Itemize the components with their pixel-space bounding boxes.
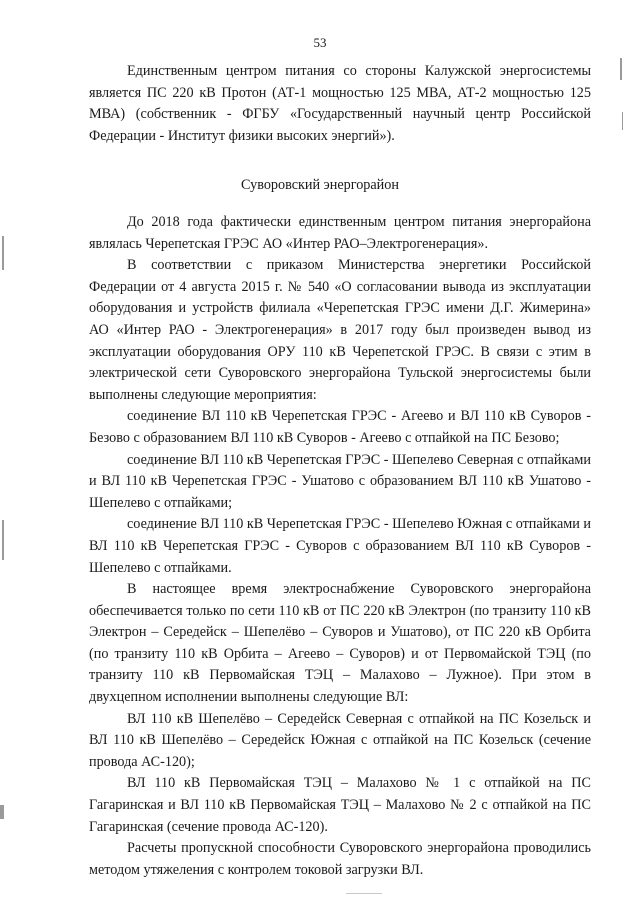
scan-mark	[2, 236, 4, 270]
list-item: соединение ВЛ 110 кВ Черепетская ГРЭС - Агеево и ВЛ 110 кВ Суворов - Безово с образованием ВЛ 110 кВ Суворов - Агеево с отпайкой на ПС Безово;	[89, 408, 591, 446]
paragraph-calculations: Расчеты пропускной способности Суворовского энергорайона проводились методом утяжеления с контролем токовой загрузки ВЛ.	[89, 840, 591, 878]
list-item: ВЛ 110 кВ Шепелёво – Середейск Северная с отпайкой на ПС Козельск и ВЛ 110 кВ Шепелёво – Середейск Южная с отпайкой на ПС Козельск (сечение провода АС-120);	[89, 710, 591, 770]
paragraph-history: До 2018 года фактически единственным центром питания энергорайона являлась Черепетская ГРЭС АО «Интер РАО–Электрогенерация».	[89, 214, 591, 252]
list-item: соединение ВЛ 110 кВ Черепетская ГРЭС - Шепелево Южная с отпайками и ВЛ 110 кВ Черепетская ГРЭС - Суворов с образованием ВЛ 110 кВ Суворов - Шепелево с отпайками.	[89, 516, 591, 576]
intro-block	[89, 61, 591, 147]
scan-mark	[346, 893, 382, 894]
page-number: 53	[313, 35, 327, 50]
paragraph-order: В соответствии с приказом Министерства энергетики Российской Федерации от 4 августа 2015 г. № 540 «О согласовании вывода из эксплуатации оборудования и устройств филиала «Черепетская ГРЭС имени Д.Г. Жимерина» АО «Интер РАО - Электрогенерация» в 2017 году был произведен вывод из эксплуатации оборудования ОРУ 110 кВ Черепетской ГРЭС. В связи с этим в электрической сети Суворовского энергорайона Тульской энергосистемы были выполнены следующие мероприятия:	[89, 257, 591, 403]
paragraph-current-supply: В настоящее время электроснабжение Суворовского энергорайона обеспечивается только по сети 110 кВ от ПС 220 кВ Электрон (по транзиту 110 кВ Электрон – Середейск – Шепелёво – Суворов и Ушатово), от ПС 220 кВ Орбита (по транзиту 110 кВ Орбита – Агеево – Суворов) и от Первомайской ТЭЦ (по транзиту 110 кВ Первомайская ТЭЦ – Малахово – Лужное). При этом в двухцепном исполнении выполнены следующие ВЛ:	[89, 581, 591, 706]
section-heading: Суворовский энергорайон	[241, 177, 399, 193]
scan-mark	[620, 58, 622, 80]
list-item: ВЛ 110 кВ Первомайская ТЭЦ – Малахово № 1 с отпайкой на ПС Гагаринская и ВЛ 110 кВ Первомайская ТЭЦ – Малахово № 2 с отпайкой на ПС Гагаринская (сечение провода АС-120).	[89, 775, 591, 835]
scan-mark	[2, 520, 4, 560]
scan-mark	[0, 805, 4, 819]
list-item: соединение ВЛ 110 кВ Черепетская ГРЭС - Шепелево Северная с отпайками и ВЛ 110 кВ Черепетская ГРЭС - Ушатово с образованием ВЛ 110 кВ Ушатово - Шепелево с отпайками;	[89, 451, 591, 511]
body-block	[89, 212, 591, 881]
intro-paragraph: Единственным центром питания со стороны Калужской энергосистемы является ПС 220 кВ Протон (АТ-1 мощностью 125 МВА, АТ-2 мощностью 125 МВА) (собственник - ФГБУ «Государственный научный центр Российской Федерации - Институт физики высоких энергий»).	[89, 63, 591, 144]
scan-mark	[622, 112, 623, 130]
